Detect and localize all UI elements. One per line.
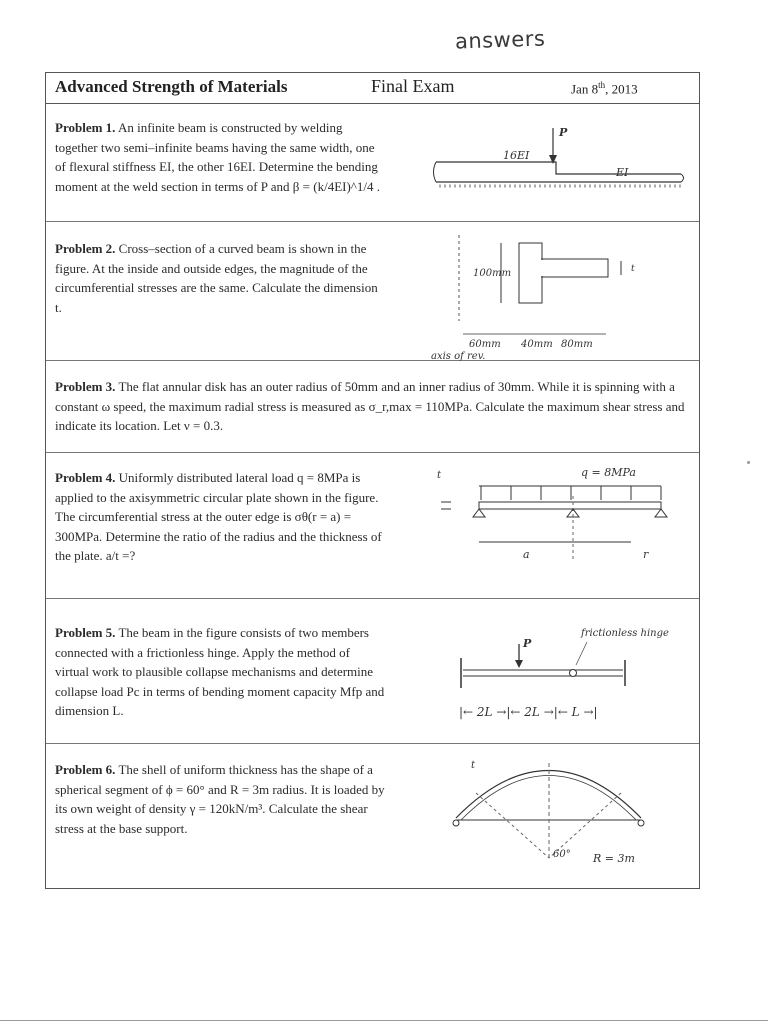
angle-label: 60° — [553, 849, 571, 860]
t-label: t — [471, 760, 476, 771]
course-title: Advanced Strength of Materials — [55, 77, 288, 96]
dim-60-label: 60mm — [469, 339, 501, 350]
load-label: P — [523, 637, 532, 650]
stiffness-left-label: 16EI — [503, 149, 530, 162]
problem-2-text: Problem 2. Cross–section of a curved beam is shown in the figure. At the inside and outside edges, the magnitude of the circumferential stresses are the same. Calculate the dimension t. — [55, 241, 378, 315]
problem-6-text: Problem 6. The shell of uniform thickness has the shape of a spherical segment of ϕ = 60° and R = 3m radius. It is loaded by its own weight of density γ = 120kN/m³. Calculate the shear stress at the base support. — [55, 762, 385, 836]
radius-label: R = 3m — [593, 852, 635, 865]
problem-2-figure — [421, 231, 661, 362]
exam-date: Jan 8th, 2013 — [571, 80, 638, 97]
problem-5-figure — [441, 620, 691, 730]
span-dims: |← 2L →|← 2L →|← L →| — [459, 705, 598, 719]
t-label: t — [631, 264, 635, 274]
problem-6-figure — [441, 758, 691, 873]
page-bottom-edge — [0, 1020, 768, 1021]
exam-header — [46, 73, 699, 104]
problem-4-figure — [431, 462, 691, 562]
a-label: a — [523, 548, 530, 561]
problem-6 — [46, 743, 699, 888]
problem-4-text: Problem 4. Uniformly distributed lateral load q = 8MPa is applied to the axisymmetric circular plate shown in the figure. The circumferential stress at the outer edge is σθ(r = a) = 300MPa. Determine the ratio of the radius and the thickness of the plate. a/t =? — [55, 470, 382, 563]
stiffness-right-label: EI — [616, 166, 629, 179]
t-label: t — [437, 470, 442, 481]
problem-4 — [46, 452, 699, 599]
scan-speck — [747, 461, 750, 464]
problem-5 — [46, 598, 699, 744]
dim-80-label: 80mm — [561, 339, 593, 350]
handwritten-annotation: answers — [454, 26, 546, 54]
hinge-label: frictionless hinge — [581, 628, 669, 639]
problem-3-text: Problem 3. The flat annular disk has an outer radius of 50mm and an inner radius of 30mm. While it is spinning with a constant ω speed, the maximum radial stress is measured as σ_r,max = 110MPa. Calculate the maximum shear stress and indicate its location. Let ν = 0.3. — [55, 379, 685, 433]
problem-5-text: Problem 5. The beam in the figure consists of two members connected with a frictionless hinge. Apply the method of virtual work to plausible collapse mechanisms and determine collapse load Pc in terms of bending moment capacity Mfp and dimension L. — [55, 625, 385, 718]
problem-2 — [46, 221, 699, 361]
problem-1-figure — [431, 124, 696, 214]
load-label: q = 8MPa — [581, 466, 636, 479]
axis-label: axis of rev. — [431, 351, 486, 362]
height-label: 100mm — [473, 268, 512, 279]
exam-title: Final Exam — [371, 76, 455, 96]
problem-1 — [46, 104, 699, 222]
problem-3 — [46, 360, 699, 453]
load-label: P — [559, 126, 568, 139]
exam-sheet — [45, 72, 700, 889]
r-label: r — [643, 548, 649, 561]
problem-1-text: Problem 1. An infinite beam is constructed by welding together two semi–infinite beams having the same width, one of flexural stiffness EI, the other 16EI. Determine the bending moment at the weld section in terms of P and β = (k/4EI)^1/4 . — [55, 120, 380, 194]
dim-40-label: 40mm — [521, 339, 553, 350]
